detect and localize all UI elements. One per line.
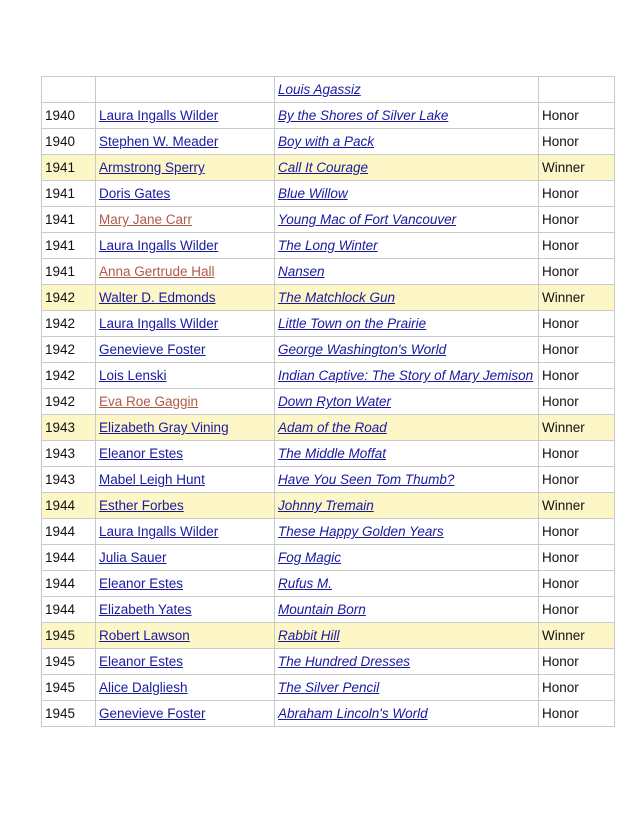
title-cell	[275, 285, 539, 311]
table-row	[42, 129, 615, 155]
award-status-cell	[539, 77, 615, 103]
book-title-link[interactable]: Rabbit Hill	[278, 628, 340, 643]
table-row	[42, 597, 615, 623]
author-cell	[96, 701, 275, 727]
title-cell	[275, 233, 539, 259]
award-status-cell: Winner	[539, 493, 615, 519]
author-cell	[96, 129, 275, 155]
book-title-link[interactable]: The Long Winter	[278, 238, 378, 253]
author-cell	[96, 597, 275, 623]
title-cell	[275, 181, 539, 207]
table-row	[42, 285, 615, 311]
book-title-link[interactable]: Louis Agassiz	[278, 82, 361, 97]
year-cell	[42, 77, 96, 103]
author-link[interactable]: Genevieve Foster	[99, 342, 206, 357]
year-cell: 1941	[42, 259, 96, 285]
year-cell: 1941	[42, 233, 96, 259]
title-cell	[275, 493, 539, 519]
table-row	[42, 337, 615, 363]
author-cell	[96, 415, 275, 441]
book-title-link[interactable]: The Matchlock Gun	[278, 290, 396, 305]
author-link[interactable]: Eva Roe Gaggin	[99, 394, 199, 409]
author-link[interactable]: Laura Ingalls Wilder	[99, 524, 219, 539]
table-row	[42, 701, 615, 727]
book-title-link[interactable]: By the Shores of Silver Lake	[278, 108, 449, 123]
author-cell	[96, 103, 275, 129]
book-title-link[interactable]: Blue Willow	[278, 186, 348, 201]
title-cell	[275, 675, 539, 701]
table-row	[42, 623, 615, 649]
award-status-cell: Winner	[539, 623, 615, 649]
author-cell	[96, 623, 275, 649]
table-row	[42, 415, 615, 441]
book-title-link[interactable]: Have You Seen Tom Thumb?	[278, 472, 455, 487]
table-row	[42, 155, 615, 181]
title-cell	[275, 259, 539, 285]
author-cell	[96, 77, 275, 103]
author-cell	[96, 311, 275, 337]
title-cell	[275, 337, 539, 363]
author-cell	[96, 493, 275, 519]
author-cell	[96, 519, 275, 545]
book-title-link[interactable]: Johnny Tremain	[278, 498, 374, 513]
year-cell: 1942	[42, 311, 96, 337]
title-cell	[275, 77, 539, 103]
year-cell: 1942	[42, 389, 96, 415]
author-link[interactable]: Esther Forbes	[99, 498, 184, 513]
title-cell	[275, 701, 539, 727]
table-row	[42, 389, 615, 415]
book-title-link[interactable]: Young Mac of Fort Vancouver	[278, 212, 457, 227]
author-link[interactable]: Laura Ingalls Wilder	[99, 238, 219, 253]
year-cell: 1945	[42, 675, 96, 701]
book-title-link[interactable]: The Middle Moffat	[278, 446, 387, 461]
title-cell	[275, 311, 539, 337]
book-title-link[interactable]: Nansen	[278, 264, 325, 279]
awards-table-body	[42, 77, 615, 727]
title-cell	[275, 389, 539, 415]
book-title-link[interactable]: These Happy Golden Years	[278, 524, 444, 539]
author-cell	[96, 181, 275, 207]
author-cell	[96, 571, 275, 597]
book-title-link[interactable]: Mountain Born	[278, 602, 366, 617]
book-title-link[interactable]: Fog Magic	[278, 550, 342, 565]
author-cell	[96, 207, 275, 233]
author-link[interactable]: Genevieve Foster	[99, 706, 206, 721]
year-cell: 1944	[42, 571, 96, 597]
table-row	[42, 675, 615, 701]
year-cell: 1944	[42, 519, 96, 545]
award-status-cell: Honor	[539, 311, 615, 337]
award-status-cell: Honor	[539, 103, 615, 129]
book-title-link[interactable]: The Hundred Dresses	[278, 654, 411, 669]
year-cell: 1943	[42, 415, 96, 441]
author-cell	[96, 259, 275, 285]
year-cell: 1944	[42, 597, 96, 623]
book-title-link[interactable]: Adam of the Road	[278, 420, 387, 435]
author-link[interactable]: Eleanor Estes	[99, 446, 184, 461]
title-cell	[275, 649, 539, 675]
title-cell	[275, 441, 539, 467]
year-cell: 1943	[42, 441, 96, 467]
author-cell	[96, 389, 275, 415]
award-status-cell: Honor	[539, 181, 615, 207]
table-row	[42, 181, 615, 207]
year-cell: 1940	[42, 103, 96, 129]
table-row	[42, 207, 615, 233]
year-cell: 1945	[42, 623, 96, 649]
award-status-cell: Honor	[539, 259, 615, 285]
author-link[interactable]: Walter D. Edmonds	[99, 290, 216, 305]
book-title-link[interactable]: Rufus M.	[278, 576, 333, 591]
table-row	[42, 441, 615, 467]
year-cell: 1941	[42, 155, 96, 181]
table-row	[42, 493, 615, 519]
author-cell	[96, 545, 275, 571]
author-link[interactable]: Eleanor Estes	[99, 654, 184, 669]
table-row	[42, 467, 615, 493]
author-link[interactable]: Laura Ingalls Wilder	[99, 316, 219, 331]
author-link[interactable]: Stephen W. Meader	[99, 134, 219, 149]
author-link[interactable]: Elizabeth Gray Vining	[99, 420, 229, 435]
title-cell	[275, 545, 539, 571]
author-link[interactable]: Mabel Leigh Hunt	[99, 472, 205, 487]
author-cell	[96, 675, 275, 701]
author-link[interactable]: Elizabeth Yates	[99, 602, 192, 617]
table-row	[42, 259, 615, 285]
award-status-cell: Winner	[539, 285, 615, 311]
award-status-cell: Honor	[539, 363, 615, 389]
table-row	[42, 649, 615, 675]
award-status-cell: Honor	[539, 233, 615, 259]
title-cell	[275, 519, 539, 545]
award-status-cell: Honor	[539, 467, 615, 493]
table-row	[42, 363, 615, 389]
year-cell: 1942	[42, 337, 96, 363]
award-status-cell: Honor	[539, 545, 615, 571]
newbery-awards-table	[41, 76, 615, 727]
title-cell	[275, 363, 539, 389]
title-cell	[275, 415, 539, 441]
table-row	[42, 311, 615, 337]
author-cell	[96, 233, 275, 259]
year-cell: 1941	[42, 181, 96, 207]
author-link[interactable]: Laura Ingalls Wilder	[99, 108, 219, 123]
author-cell	[96, 363, 275, 389]
award-status-cell: Honor	[539, 701, 615, 727]
author-cell	[96, 337, 275, 363]
title-cell	[275, 597, 539, 623]
title-cell	[275, 623, 539, 649]
title-cell	[275, 155, 539, 181]
award-status-cell: Honor	[539, 649, 615, 675]
year-cell: 1944	[42, 545, 96, 571]
award-status-cell: Honor	[539, 441, 615, 467]
author-link[interactable]: Doris Gates	[99, 186, 171, 201]
award-status-cell: Honor	[539, 337, 615, 363]
table-row	[42, 77, 615, 103]
title-cell	[275, 129, 539, 155]
author-link[interactable]: Julia Sauer	[99, 550, 167, 565]
table-row	[42, 233, 615, 259]
book-title-link[interactable]: Boy with a Pack	[278, 134, 375, 149]
year-cell: 1941	[42, 207, 96, 233]
title-cell	[275, 103, 539, 129]
year-cell: 1942	[42, 285, 96, 311]
award-status-cell: Winner	[539, 155, 615, 181]
year-cell: 1945	[42, 649, 96, 675]
table-row	[42, 103, 615, 129]
book-title-link[interactable]: George Washington's World	[278, 342, 447, 357]
author-link[interactable]: Armstrong Sperry	[99, 160, 205, 175]
author-link[interactable]: Anna Gertrude Hall	[99, 264, 215, 279]
year-cell: 1942	[42, 363, 96, 389]
year-cell: 1940	[42, 129, 96, 155]
year-cell: 1943	[42, 467, 96, 493]
author-link[interactable]: Mary Jane Carr	[99, 212, 193, 227]
book-title-link[interactable]: Indian Captive: The Story of Mary Jemison	[278, 368, 534, 383]
award-status-cell: Honor	[539, 519, 615, 545]
book-title-link[interactable]: Little Town on the Prairie	[278, 316, 427, 331]
author-cell	[96, 649, 275, 675]
award-status-cell: Honor	[539, 571, 615, 597]
author-cell	[96, 155, 275, 181]
table-row	[42, 545, 615, 571]
title-cell	[275, 207, 539, 233]
title-cell	[275, 571, 539, 597]
year-cell: 1945	[42, 701, 96, 727]
author-link[interactable]: Lois Lenski	[99, 368, 167, 383]
award-status-cell: Honor	[539, 129, 615, 155]
table-row	[42, 571, 615, 597]
author-cell	[96, 467, 275, 493]
award-status-cell: Honor	[539, 207, 615, 233]
book-title-link[interactable]: Call It Courage	[278, 160, 369, 175]
author-link[interactable]: Robert Lawson	[99, 628, 190, 643]
year-cell: 1944	[42, 493, 96, 519]
book-title-link[interactable]: The Silver Pencil	[278, 680, 380, 695]
book-title-link[interactable]: Down Ryton Water	[278, 394, 392, 409]
author-link[interactable]: Eleanor Estes	[99, 576, 184, 591]
title-cell	[275, 467, 539, 493]
author-cell	[96, 441, 275, 467]
author-link[interactable]: Alice Dalgliesh	[99, 680, 188, 695]
award-status-cell: Honor	[539, 675, 615, 701]
award-status-cell: Winner	[539, 415, 615, 441]
book-title-link[interactable]: Abraham Lincoln's World	[278, 706, 428, 721]
award-status-cell: Honor	[539, 389, 615, 415]
award-status-cell: Honor	[539, 597, 615, 623]
author-cell	[96, 285, 275, 311]
table-row	[42, 519, 615, 545]
